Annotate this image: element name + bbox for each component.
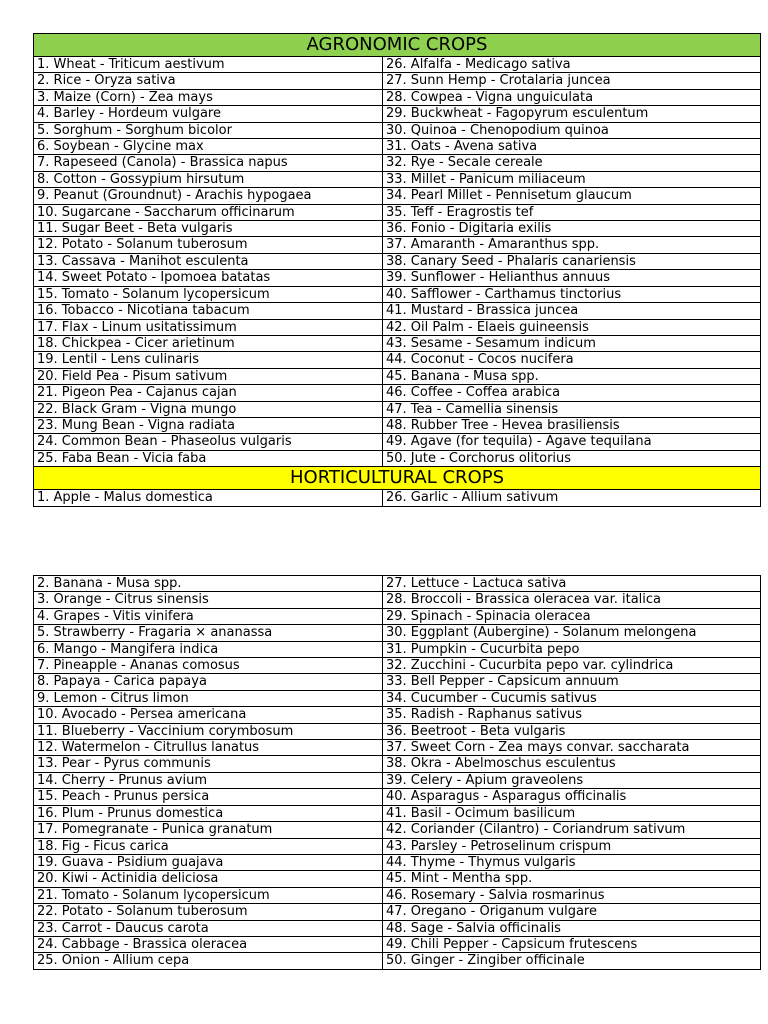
horticultural-crop-row <box>34 871 761 887</box>
crop-cell-right: 42. Oil Palm - Elaeis guineensis <box>383 319 761 335</box>
crop-cell-left: 22. Potato - Solanum tuberosum <box>34 904 383 920</box>
agronomic-crop-row <box>34 237 761 253</box>
agronomic-crop-row <box>34 286 761 302</box>
crop-cell-left: 21. Tomato - Solanum lycopersicum <box>34 887 383 903</box>
crop-cell-right: 38. Canary Seed - Phalaris canariensis <box>383 253 761 269</box>
agronomic-header-row <box>34 34 761 57</box>
crop-cell-left: 2. Banana - Musa spp. <box>34 576 383 592</box>
crop-cell-left: 11. Blueberry - Vaccinium corymbosum <box>34 723 383 739</box>
crop-cell-left: 20. Kiwi - Actinidia deliciosa <box>34 871 383 887</box>
crop-cell-left: 2. Rice - Oryza sativa <box>34 73 383 89</box>
crop-cell-right: 30. Quinoa - Chenopodium quinoa <box>383 122 761 138</box>
horticultural-crop-row <box>34 822 761 838</box>
crop-cell-left: 16. Plum - Prunus domestica <box>34 805 383 821</box>
horticultural-crop-row <box>34 490 761 506</box>
horticultural-crop-row <box>34 723 761 739</box>
agronomic-crop-row <box>34 319 761 335</box>
crop-cell-left: 24. Common Bean - Phaseolus vulgaris <box>34 434 383 450</box>
crop-cell-left: 12. Potato - Solanum tuberosum <box>34 237 383 253</box>
crop-cell-left: 1. Apple - Malus domestica <box>34 490 383 506</box>
crop-cell-left: 17. Pomegranate - Punica granatum <box>34 822 383 838</box>
crop-cell-left: 14. Sweet Potato - Ipomoea batatas <box>34 270 383 286</box>
agronomic-crop-row <box>34 204 761 220</box>
agronomic-crop-row <box>34 368 761 384</box>
crop-cell-left: 8. Papaya - Carica papaya <box>34 674 383 690</box>
crop-cell-left: 7. Pineapple - Ananas comosus <box>34 658 383 674</box>
crop-cell-right: 39. Celery - Apium graveolens <box>383 772 761 788</box>
crop-cell-left: 21. Pigeon Pea - Cajanus cajan <box>34 385 383 401</box>
crop-cell-left: 10. Sugarcane - Saccharum officinarum <box>34 204 383 220</box>
crop-cell-right: 49. Chili Pepper - Capsicum frutescens <box>383 936 761 952</box>
horticultural-crop-row <box>34 854 761 870</box>
agronomic-crop-row <box>34 417 761 433</box>
crop-cell-right: 41. Mustard - Brassica juncea <box>383 303 761 319</box>
crop-cell-right: 37. Amaranth - Amaranthus spp. <box>383 237 761 253</box>
crop-cell-left: 25. Faba Bean - Vicia faba <box>34 450 383 466</box>
agronomic-crops-title: AGRONOMIC CROPS <box>34 34 761 57</box>
crop-table-page-2 <box>33 575 761 970</box>
crop-cell-right: 33. Millet - Panicum miliaceum <box>383 171 761 187</box>
crop-cell-left: 19. Lentil - Lens culinaris <box>34 352 383 368</box>
horticultural-crop-row <box>34 690 761 706</box>
horticultural-crop-row <box>34 756 761 772</box>
crop-cell-left: 14. Cherry - Prunus avium <box>34 772 383 788</box>
agronomic-crop-row <box>34 155 761 171</box>
horticultural-crop-row <box>34 592 761 608</box>
crop-cell-left: 20. Field Pea - Pisum sativum <box>34 368 383 384</box>
agronomic-crop-row <box>34 450 761 466</box>
crop-cell-right: 33. Bell Pepper - Capsicum annuum <box>383 674 761 690</box>
crop-cell-right: 44. Thyme - Thymus vulgaris <box>383 854 761 870</box>
agronomic-crop-row <box>34 385 761 401</box>
crop-table-body <box>34 34 761 507</box>
crop-cell-right: 34. Pearl Millet - Pennisetum glaucum <box>383 188 761 204</box>
crop-cell-left: 9. Lemon - Citrus limon <box>34 690 383 706</box>
crop-cell-right: 47. Oregano - Origanum vulgare <box>383 904 761 920</box>
agronomic-crop-row <box>34 270 761 286</box>
crop-cell-right: 35. Radish - Raphanus sativus <box>383 707 761 723</box>
crop-cell-left: 22. Black Gram - Vigna mungo <box>34 401 383 417</box>
crop-cell-left: 19. Guava - Psidium guajava <box>34 854 383 870</box>
agronomic-crop-row <box>34 434 761 450</box>
horticultural-crop-row <box>34 772 761 788</box>
crop-cell-right: 48. Sage - Salvia officinalis <box>383 920 761 936</box>
horticultural-crop-row <box>34 887 761 903</box>
crop-cell-left: 16. Tobacco - Nicotiana tabacum <box>34 303 383 319</box>
horticultural-crop-row <box>34 805 761 821</box>
crop-cell-right: 31. Pumpkin - Cucurbita pepo <box>383 641 761 657</box>
crop-cell-left: 6. Mango - Mangifera indica <box>34 641 383 657</box>
crop-cell-right: 32. Rye - Secale cereale <box>383 155 761 171</box>
crop-cell-left: 15. Peach - Prunus persica <box>34 789 383 805</box>
horticultural-crop-row <box>34 576 761 592</box>
agronomic-crop-row <box>34 73 761 89</box>
crop-cell-left: 23. Mung Bean - Vigna radiata <box>34 417 383 433</box>
horticultural-crop-row <box>34 789 761 805</box>
horticultural-crop-row <box>34 707 761 723</box>
agronomic-crop-row <box>34 335 761 351</box>
agronomic-crop-row <box>34 122 761 138</box>
agronomic-crop-row <box>34 221 761 237</box>
agronomic-crop-row <box>34 188 761 204</box>
crop-cell-right: 50. Ginger - Zingiber officinale <box>383 953 761 969</box>
crop-cell-right: 42. Coriander (Cilantro) - Coriandrum sativum <box>383 822 761 838</box>
crop-cell-left: 5. Sorghum - Sorghum bicolor <box>34 122 383 138</box>
crop-cell-left: 7. Rapeseed (Canola) - Brassica napus <box>34 155 383 171</box>
crop-cell-left: 13. Pear - Pyrus communis <box>34 756 383 772</box>
horticultural-crop-row <box>34 625 761 641</box>
crop-cell-right: 50. Jute - Corchorus olitorius <box>383 450 761 466</box>
agronomic-crop-row <box>34 303 761 319</box>
crop-cell-left: 5. Strawberry - Fragaria × ananassa <box>34 625 383 641</box>
crop-cell-right: 35. Teff - Eragrostis tef <box>383 204 761 220</box>
crop-cell-left: 17. Flax - Linum usitatissimum <box>34 319 383 335</box>
horticultural-crop-row <box>34 920 761 936</box>
horticultural-crop-row <box>34 658 761 674</box>
crop-cell-right: 40. Asparagus - Asparagus officinalis <box>383 789 761 805</box>
agronomic-crop-row <box>34 57 761 73</box>
crop-cell-right: 36. Fonio - Digitaria exilis <box>383 221 761 237</box>
crop-cell-right: 46. Coffee - Coffea arabica <box>383 385 761 401</box>
crop-cell-left: 8. Cotton - Gossypium hirsutum <box>34 171 383 187</box>
crop-cell-right: 45. Mint - Mentha spp. <box>383 871 761 887</box>
agronomic-crop-row <box>34 139 761 155</box>
crop-cell-left: 18. Fig - Ficus carica <box>34 838 383 854</box>
horticultural-crop-row <box>34 740 761 756</box>
crop-table-page-1 <box>33 33 761 507</box>
crop-cell-right: 45. Banana - Musa spp. <box>383 368 761 384</box>
horticultural-crop-row <box>34 953 761 969</box>
crop-cell-left: 15. Tomato - Solanum lycopersicum <box>34 286 383 302</box>
crop-cell-right: 31. Oats - Avena sativa <box>383 139 761 155</box>
agronomic-crop-row <box>34 171 761 187</box>
horticultural-header-row <box>34 467 761 490</box>
crop-cell-left: 24. Cabbage - Brassica oleracea <box>34 936 383 952</box>
crop-cell-right: 29. Spinach - Spinacia oleracea <box>383 608 761 624</box>
crop-cell-right: 28. Cowpea - Vigna unguiculata <box>383 89 761 105</box>
crop-cell-left: 25. Onion - Allium cepa <box>34 953 383 969</box>
crop-cell-left: 23. Carrot - Daucus carota <box>34 920 383 936</box>
crop-cell-left: 4. Grapes - Vitis vinifera <box>34 608 383 624</box>
crop-cell-right: 43. Parsley - Petroselinum crispum <box>383 838 761 854</box>
horticultural-crop-row <box>34 641 761 657</box>
crop-cell-left: 3. Orange - Citrus sinensis <box>34 592 383 608</box>
crop-cell-right: 41. Basil - Ocimum basilicum <box>383 805 761 821</box>
horticultural-crop-row <box>34 674 761 690</box>
crop-table-body-continued <box>34 576 761 970</box>
crop-cell-right: 39. Sunflower - Helianthus annuus <box>383 270 761 286</box>
agronomic-crop-row <box>34 352 761 368</box>
agronomic-crop-row <box>34 89 761 105</box>
crop-cell-right: 26. Alfalfa - Medicago sativa <box>383 57 761 73</box>
crop-cell-left: 10. Avocado - Persea americana <box>34 707 383 723</box>
crop-cell-right: 27. Sunn Hemp - Crotalaria juncea <box>383 73 761 89</box>
crop-cell-left: 11. Sugar Beet - Beta vulgaris <box>34 221 383 237</box>
crop-cell-right: 43. Sesame - Sesamum indicum <box>383 335 761 351</box>
horticultural-crop-row <box>34 936 761 952</box>
crop-cell-left: 12. Watermelon - Citrullus lanatus <box>34 740 383 756</box>
crop-cell-right: 38. Okra - Abelmoschus esculentus <box>383 756 761 772</box>
crop-cell-right: 44. Coconut - Cocos nucifera <box>383 352 761 368</box>
crop-cell-left: 18. Chickpea - Cicer arietinum <box>34 335 383 351</box>
crop-cell-right: 48. Rubber Tree - Hevea brasiliensis <box>383 417 761 433</box>
crop-cell-left: 9. Peanut (Groundnut) - Arachis hypogaea <box>34 188 383 204</box>
agronomic-crop-row <box>34 401 761 417</box>
crop-cell-right: 32. Zucchini - Cucurbita pepo var. cylindrica <box>383 658 761 674</box>
crop-cell-right: 36. Beetroot - Beta vulgaris <box>383 723 761 739</box>
crop-cell-left: 1. Wheat - Triticum aestivum <box>34 57 383 73</box>
crop-cell-left: 13. Cassava - Manihot esculenta <box>34 253 383 269</box>
horticultural-crops-title: HORTICULTURAL CROPS <box>34 467 761 490</box>
crop-cell-right: 47. Tea - Camellia sinensis <box>383 401 761 417</box>
crop-cell-right: 37. Sweet Corn - Zea mays convar. saccharata <box>383 740 761 756</box>
crop-cell-right: 40. Safflower - Carthamus tinctorius <box>383 286 761 302</box>
crop-cell-right: 30. Eggplant (Aubergine) - Solanum melongena <box>383 625 761 641</box>
crop-cell-right: 28. Broccoli - Brassica oleracea var. italica <box>383 592 761 608</box>
agronomic-crop-row <box>34 253 761 269</box>
crop-cell-left: 6. Soybean - Glycine max <box>34 139 383 155</box>
crop-cell-right: 34. Cucumber - Cucumis sativus <box>383 690 761 706</box>
crop-cell-right: 27. Lettuce - Lactuca sativa <box>383 576 761 592</box>
crop-cell-right: 49. Agave (for tequila) - Agave tequilana <box>383 434 761 450</box>
crop-cell-left: 3. Maize (Corn) - Zea mays <box>34 89 383 105</box>
agronomic-crop-row <box>34 106 761 122</box>
crop-cell-left: 4. Barley - Hordeum vulgare <box>34 106 383 122</box>
horticultural-crop-row <box>34 904 761 920</box>
horticultural-crop-row <box>34 608 761 624</box>
crop-cell-right: 29. Buckwheat - Fagopyrum esculentum <box>383 106 761 122</box>
crop-cell-right: 26. Garlic - Allium sativum <box>383 490 761 506</box>
crop-cell-right: 46. Rosemary - Salvia rosmarinus <box>383 887 761 903</box>
horticultural-crop-row <box>34 838 761 854</box>
